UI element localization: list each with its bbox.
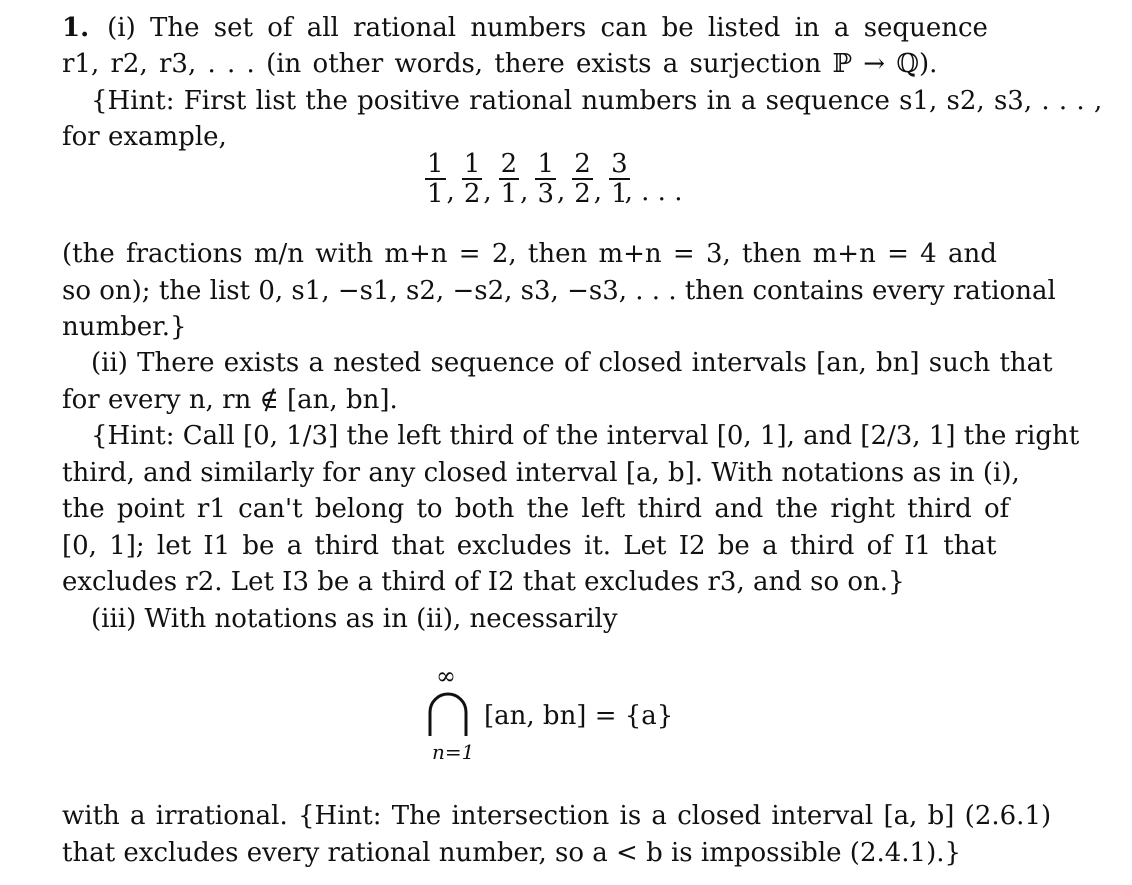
- text-line: [62, 12, 1038, 44]
- fraction: $\frac{2}{1}$: [500, 149, 518, 209]
- line-text: (iii) With notations as in (ii), necessarily: [91, 604, 618, 634]
- line-text: for every n, rn ∉ [an, bn].: [62, 385, 398, 415]
- upper-limit: ∞: [436, 662, 456, 690]
- line-text: (ii) There exists a nested sequence of closed intervals [an, bn] such that: [91, 348, 1053, 378]
- text-line: [91, 603, 618, 635]
- line-text: (the fractions m/n with m+n = 2, then m+n = 3, then m+n = 4 and: [62, 239, 997, 269]
- fraction: $\frac{1}{1}$: [427, 149, 444, 209]
- text-line: [91, 85, 1103, 117]
- text-line: [62, 566, 1038, 598]
- line-text: number.}: [62, 312, 187, 342]
- fraction-sequence: $\frac{1}{1}$ , $\frac{1}{2}$ , $\frac{2}{1}$ , $\frac{1}{3}$ , $\frac{2}{2}$ , $\frac{3}{1}$ , . . .: [427, 149, 683, 209]
- line-text: (i) The set of all rational numbers can be listed in a sequence: [107, 13, 988, 43]
- text-line: [62, 121, 227, 153]
- line-text: [0, 1]; let I1 be a third that excludes it. Let I2 be a third of I1 that: [62, 531, 997, 561]
- line-text: {Hint: Call [0, 1/3] the left third of the interval [0, 1], and [2/3, 1] the right: [91, 421, 1080, 451]
- text-line: [62, 457, 1038, 489]
- line-text: that excludes every rational number, so a < b is impossible (2.4.1).}: [62, 838, 962, 868]
- intersection-symbol: [424, 690, 480, 736]
- exercise-number: 1.: [62, 13, 90, 43]
- text-line: [62, 48, 1038, 80]
- text-line: [62, 530, 1038, 562]
- text-line: [62, 311, 187, 343]
- fraction: $\frac{3}{1}$: [611, 149, 628, 209]
- line-text: the point r1 can't belong to both the left third and the right third of: [62, 494, 1010, 524]
- line-text: r1, r2, r3, . . . (in other words, there exists a surjection ℙ → ℚ).: [62, 49, 938, 79]
- line-text: third, and similarly for any closed interval [a, b]. With notations as in (i),: [62, 458, 1020, 488]
- text-line: [62, 275, 1056, 307]
- text-line: [62, 837, 1038, 869]
- line-text: excludes r2. Let I3 be a third of I2 that excludes r3, and so on.}: [62, 567, 905, 597]
- line-text: with a irrational. {Hint: The intersection is a closed interval [a, b] (2.6.1): [62, 801, 1052, 831]
- text-line: [62, 384, 398, 416]
- fraction: $\frac{1}{2}$: [463, 149, 481, 209]
- line-text: for example,: [62, 122, 227, 152]
- text-line: [91, 420, 1080, 452]
- line-text: {Hint: First list the positive rational numbers in a sequence s1, s2, s3, . . . ,: [91, 86, 1103, 116]
- text-line: [62, 493, 1038, 525]
- text-line: [62, 800, 1052, 832]
- text-line: [62, 238, 1038, 270]
- fraction: $\frac{1}{3}$: [537, 149, 554, 209]
- fraction-tail: , . . .: [624, 177, 683, 207]
- lower-limit: n=1: [432, 740, 475, 764]
- line-text: so on); the list 0, s1, −s1, s2, −s2, s3, −s3, . . . then contains every rational: [62, 276, 1056, 306]
- equation-expression: [an, bn] = {a}: [484, 701, 674, 731]
- text-line: [91, 347, 1053, 379]
- fraction: $\frac{2}{2}$: [574, 149, 591, 209]
